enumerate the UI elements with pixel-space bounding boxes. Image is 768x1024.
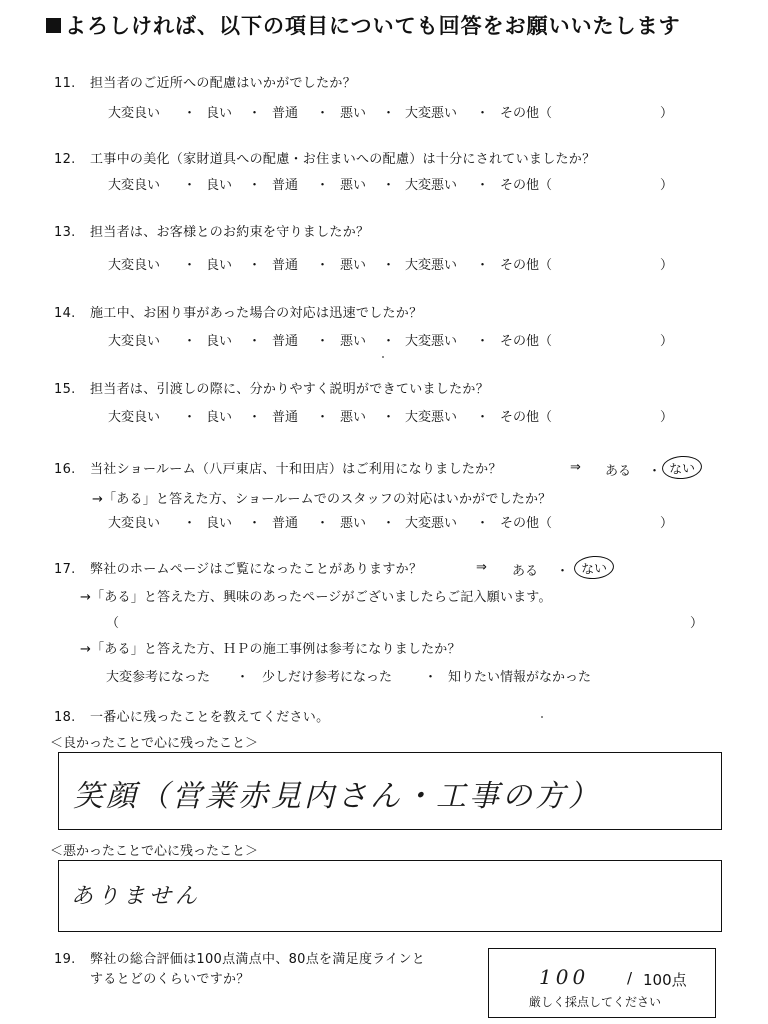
- option-normal[interactable]: 普通: [272, 106, 299, 121]
- other-close-paren: ）: [660, 178, 674, 193]
- separator-dot: ・: [382, 178, 396, 193]
- separator-dot: ・: [476, 516, 490, 531]
- options-row-15: [0, 406, 768, 426]
- question-text-line1: 弊社の総合評価は100点満点中、80点を満足度ラインと: [90, 952, 426, 967]
- question-18: [54, 706, 329, 725]
- question-number: 16.: [54, 462, 76, 477]
- option-normal[interactable]: 普通: [272, 178, 299, 193]
- other-close-paren: ）: [660, 516, 674, 531]
- options-row-11: [0, 102, 768, 122]
- good-memory-label: ＜良かったことで心に残ったこと＞: [50, 736, 259, 751]
- separator-dot: ・: [476, 106, 490, 121]
- separator-dot: ・: [248, 178, 262, 193]
- score-answer: 100: [539, 965, 590, 989]
- option-very-good[interactable]: 大変良い: [108, 106, 161, 121]
- option-very-bad[interactable]: 大変悪い: [405, 106, 458, 121]
- separator-dot: ・: [183, 334, 197, 349]
- option-very-good[interactable]: 大変良い: [108, 334, 161, 349]
- separator-dot: ・: [316, 516, 330, 531]
- question-15: [54, 378, 489, 397]
- option-bad[interactable]: 悪い: [340, 410, 367, 425]
- question-13: [54, 221, 369, 240]
- followup-17-pages: →「ある」と答えた方、興味のあったページがございましたらご記入願います。: [80, 590, 552, 605]
- answer-yes[interactable]: ある: [512, 564, 539, 579]
- option-bad[interactable]: 悪い: [340, 178, 367, 193]
- question-text: 工事中の美化（家財道具への配慮・お住まいへの配慮）は十分にされていましたか？: [90, 152, 596, 167]
- open-paren: （: [106, 616, 120, 631]
- question-text: 当社ショールーム（八戸東店、十和田店）はご利用になりましたか？: [90, 462, 502, 477]
- question-11: [54, 72, 356, 91]
- question-17: [54, 558, 422, 577]
- separator-dot: ・: [183, 258, 197, 273]
- separator-dot: ・: [248, 106, 262, 121]
- option-other[interactable]: その他（: [500, 516, 553, 531]
- separator-dot: ・: [183, 178, 197, 193]
- question-16: [54, 458, 502, 477]
- separator-dot: ・: [316, 334, 330, 349]
- separator-dot: ・: [382, 334, 396, 349]
- separator-dot: ・: [183, 516, 197, 531]
- bad-memory-label: ＜悪かったことで心に残ったこと＞: [50, 844, 259, 859]
- separator-dot: ・: [424, 670, 438, 685]
- option-very-good[interactable]: 大変良い: [108, 178, 161, 193]
- question-14: [54, 302, 422, 321]
- option-other[interactable]: その他（: [500, 258, 553, 273]
- question-number: 13.: [54, 225, 76, 240]
- options-row-13: [0, 254, 768, 274]
- option-good[interactable]: 良い: [206, 106, 233, 121]
- option-other[interactable]: その他（: [500, 178, 553, 193]
- question-text: 担当者は、お客様とのお約束を守りましたか？: [90, 225, 370, 240]
- question-number: 14.: [54, 306, 76, 321]
- scan-speck: [541, 716, 543, 718]
- option-very-bad[interactable]: 大変悪い: [405, 334, 458, 349]
- separator-dot: ・: [382, 516, 396, 531]
- separator-dot: ・: [248, 516, 262, 531]
- separator-dot: ・: [316, 178, 330, 193]
- separator-dot: ・: [382, 106, 396, 121]
- page-heading: [46, 10, 681, 40]
- separator-dot: ・: [183, 410, 197, 425]
- separator-dot: ・: [248, 334, 262, 349]
- separator-dot: ・: [382, 410, 396, 425]
- separator-dot: ・: [648, 464, 662, 479]
- option-no-info[interactable]: 知りたい情報がなかった: [448, 670, 592, 685]
- options-row-17: [0, 666, 768, 686]
- question-text: 弊社のホームページはご覧になったことがありますか？: [90, 562, 423, 577]
- option-very-bad[interactable]: 大変悪い: [405, 516, 458, 531]
- scan-speck: [382, 356, 384, 358]
- bad-memory-box[interactable]: [58, 860, 722, 932]
- separator-dot: ・: [236, 670, 250, 685]
- option-other[interactable]: その他（: [500, 334, 553, 349]
- option-slightly-helpful[interactable]: 少しだけ参考になった: [262, 670, 393, 685]
- arrow-symbol: ⇒: [570, 460, 581, 475]
- question-number: 19.: [54, 952, 76, 967]
- good-memory-answer: 笑顔（営業赤見内さん・工事の方）: [73, 779, 601, 814]
- option-normal[interactable]: 普通: [272, 410, 299, 425]
- answer-no-circled[interactable]: ない: [573, 555, 615, 581]
- question-number: 18.: [54, 710, 76, 725]
- option-normal[interactable]: 普通: [272, 258, 299, 273]
- other-close-paren: ）: [660, 410, 674, 425]
- option-very-good[interactable]: 大変良い: [108, 516, 161, 531]
- separator-dot: ・: [476, 258, 490, 273]
- answer-yes[interactable]: ある: [605, 464, 632, 479]
- question-text: 施工中、お困り事があった場合の対応は迅速でしたか？: [90, 306, 423, 321]
- option-very-bad[interactable]: 大変悪い: [405, 178, 458, 193]
- options-row-12: [0, 174, 768, 194]
- separator-dot: ・: [382, 258, 396, 273]
- option-good[interactable]: 良い: [206, 334, 233, 349]
- answer-no-circled[interactable]: ない: [661, 455, 703, 481]
- other-close-paren: ）: [660, 258, 674, 273]
- option-good[interactable]: 良い: [206, 178, 233, 193]
- close-paren: ）: [690, 616, 704, 631]
- question-number: 11.: [54, 76, 76, 91]
- score-slash: /: [627, 969, 633, 987]
- option-bad[interactable]: 悪い: [340, 106, 367, 121]
- option-bad[interactable]: 悪い: [340, 516, 367, 531]
- followup-16: →「ある」と答えた方、ショールームでのスタッフの対応はいかがでしたか？: [92, 492, 552, 507]
- score-box[interactable]: [488, 948, 716, 1018]
- option-very-bad[interactable]: 大変悪い: [405, 258, 458, 273]
- question-number: 15.: [54, 382, 76, 397]
- question-12: [54, 148, 595, 167]
- option-normal[interactable]: 普通: [272, 516, 299, 531]
- option-good[interactable]: 良い: [206, 410, 233, 425]
- option-normal[interactable]: 普通: [272, 334, 299, 349]
- separator-dot: ・: [316, 258, 330, 273]
- separator-dot: ・: [476, 410, 490, 425]
- separator-dot: ・: [248, 258, 262, 273]
- options-row-14: [0, 330, 768, 350]
- option-very-helpful[interactable]: 大変参考になった: [106, 670, 211, 685]
- heading-text: よろしければ、以下の項目についても回答をお願いいたします: [65, 14, 681, 38]
- option-very-bad[interactable]: 大変悪い: [405, 410, 458, 425]
- option-bad[interactable]: 悪い: [340, 334, 367, 349]
- option-bad[interactable]: 悪い: [340, 258, 367, 273]
- option-other[interactable]: その他（: [500, 410, 553, 425]
- score-note: 厳しく採点してください: [529, 995, 662, 1009]
- separator-dot: ・: [183, 106, 197, 121]
- question-19-line2: するとどのくらいですか？: [90, 972, 250, 987]
- separator-dot: ・: [476, 334, 490, 349]
- options-row-16: [0, 512, 768, 532]
- question-19: [54, 948, 425, 967]
- other-close-paren: ）: [660, 334, 674, 349]
- separator-dot: ・: [316, 106, 330, 121]
- option-very-good[interactable]: 大変良い: [108, 258, 161, 273]
- score-max: 100点: [643, 971, 687, 989]
- separator-dot: ・: [316, 410, 330, 425]
- option-good[interactable]: 良い: [206, 258, 233, 273]
- separator-dot: ・: [248, 410, 262, 425]
- question-text: 担当者のご近所への配慮はいかがでしたか？: [90, 76, 357, 91]
- other-close-paren: ）: [660, 106, 674, 121]
- followup-17-examples: →「ある」と答えた方、ＨＰの施工事例は参考になりましたか？: [80, 642, 461, 657]
- option-very-good[interactable]: 大変良い: [108, 410, 161, 425]
- arrow-symbol: ⇒: [476, 560, 487, 575]
- good-memory-box[interactable]: [58, 752, 722, 830]
- question-text: 一番心に残ったことを教えてください。: [90, 710, 330, 725]
- option-other[interactable]: その他（: [500, 106, 553, 121]
- black-square-icon: [46, 18, 61, 33]
- option-good[interactable]: 良い: [206, 516, 233, 531]
- separator-dot: ・: [476, 178, 490, 193]
- question-text: 担当者は、引渡しの際に、分かりやすく説明ができていましたか？: [90, 382, 490, 397]
- question-number: 17.: [54, 562, 76, 577]
- question-number: 12.: [54, 152, 76, 167]
- separator-dot: ・: [556, 564, 570, 579]
- bad-memory-answer: ありません: [71, 884, 202, 909]
